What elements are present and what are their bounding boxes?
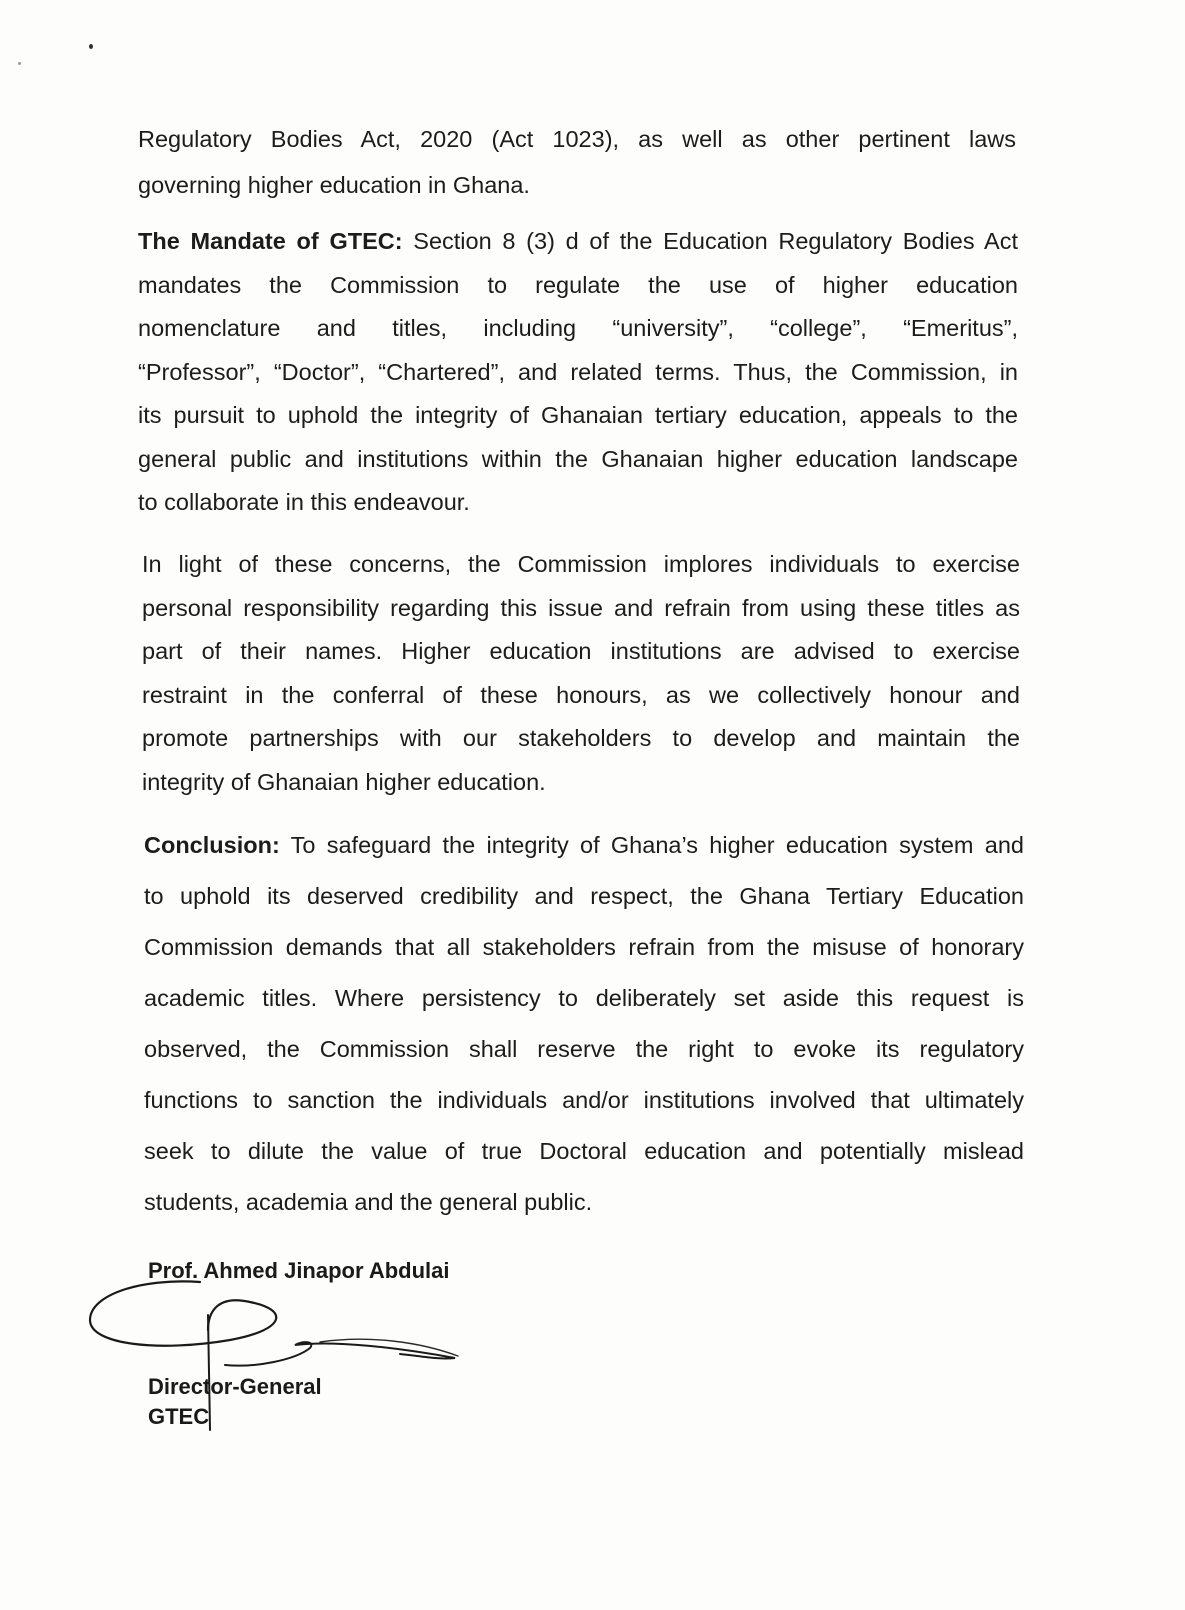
text-line: seek to dilute the value of true Doctoral education and potentially mislead xyxy=(144,1138,1024,1164)
text-line: nomenclature and titles, including “university”, “college”, “Emeritus”, xyxy=(138,315,1018,341)
mandate-heading: The Mandate of GTEC: xyxy=(138,228,403,254)
text-line: to collaborate in this endeavour. xyxy=(138,489,470,515)
text-line: observed, the Commission shall reserve the right to evoke its regulatory xyxy=(144,1036,1024,1062)
text-line: Regulatory Bodies Act, 2020 (Act 1023), as well as other pertinent laws xyxy=(138,126,1016,152)
text-line: governing higher education in Ghana. xyxy=(138,172,530,198)
scan-speck xyxy=(18,62,21,65)
text-line: integrity of Ghanaian higher education. xyxy=(142,768,546,795)
text-line: to uphold its deserved credibility and respect, the Ghana Tertiary Education xyxy=(144,883,1024,909)
text-line: students, academia and the general public. xyxy=(144,1189,593,1215)
text-line: Commission demands that all stakeholders refrain from the misuse of honorary xyxy=(144,934,1024,960)
paragraph-conclusion xyxy=(144,820,1024,1228)
handwritten-signature xyxy=(80,1270,480,1450)
text-line xyxy=(144,820,1024,871)
signatory-title: Director-General xyxy=(148,1374,322,1399)
signatory-organization: GTEC xyxy=(148,1404,210,1429)
text-line: promote partnerships with our stakeholders to develop and maintain the xyxy=(142,725,1020,751)
text-line: “Professor”, “Doctor”, “Chartered”, and related terms. Thus, the Commission, in xyxy=(138,358,1018,385)
text-line: functions to sanction the individuals and/or institutions involved that ultimately xyxy=(144,1087,1024,1113)
text-line: In light of these concerns, the Commission implores individuals to exercise xyxy=(142,551,1020,577)
signatory-name: Prof. Ahmed Jinapor Abdulai xyxy=(148,1258,450,1283)
text-fragment: To safeguard the integrity of Ghana’s higher education system and xyxy=(279,832,1024,858)
paragraph-mandate xyxy=(138,220,1018,525)
text-line: mandates the Commission to regulate the use of higher education xyxy=(138,271,1018,298)
text-line: part of their names. Higher education institutions are advised to exercise xyxy=(142,638,1020,664)
text-line: its pursuit to uphold the integrity of Ghanaian tertiary education, appeals to the xyxy=(138,402,1018,428)
scan-speck xyxy=(89,44,93,49)
text-fragment: Section 8 (3) d of the Education Regulatory Bodies Act xyxy=(402,228,1018,254)
conclusion-heading: Conclusion: xyxy=(144,832,280,858)
text-line: personal responsibility regarding this issue and refrain from using these titles as xyxy=(142,594,1020,621)
paragraph-concerns xyxy=(142,543,1020,804)
text-line: academic titles. Where persistency to deliberately set aside this request is xyxy=(144,985,1024,1011)
paragraph-intro-continuation xyxy=(138,116,1016,208)
text-line: restraint in the conferral of these honours, as we collectively honour and xyxy=(142,681,1020,708)
text-line xyxy=(138,220,1018,264)
text-line: general public and institutions within the Ghanaian higher education landscape xyxy=(138,445,1018,472)
